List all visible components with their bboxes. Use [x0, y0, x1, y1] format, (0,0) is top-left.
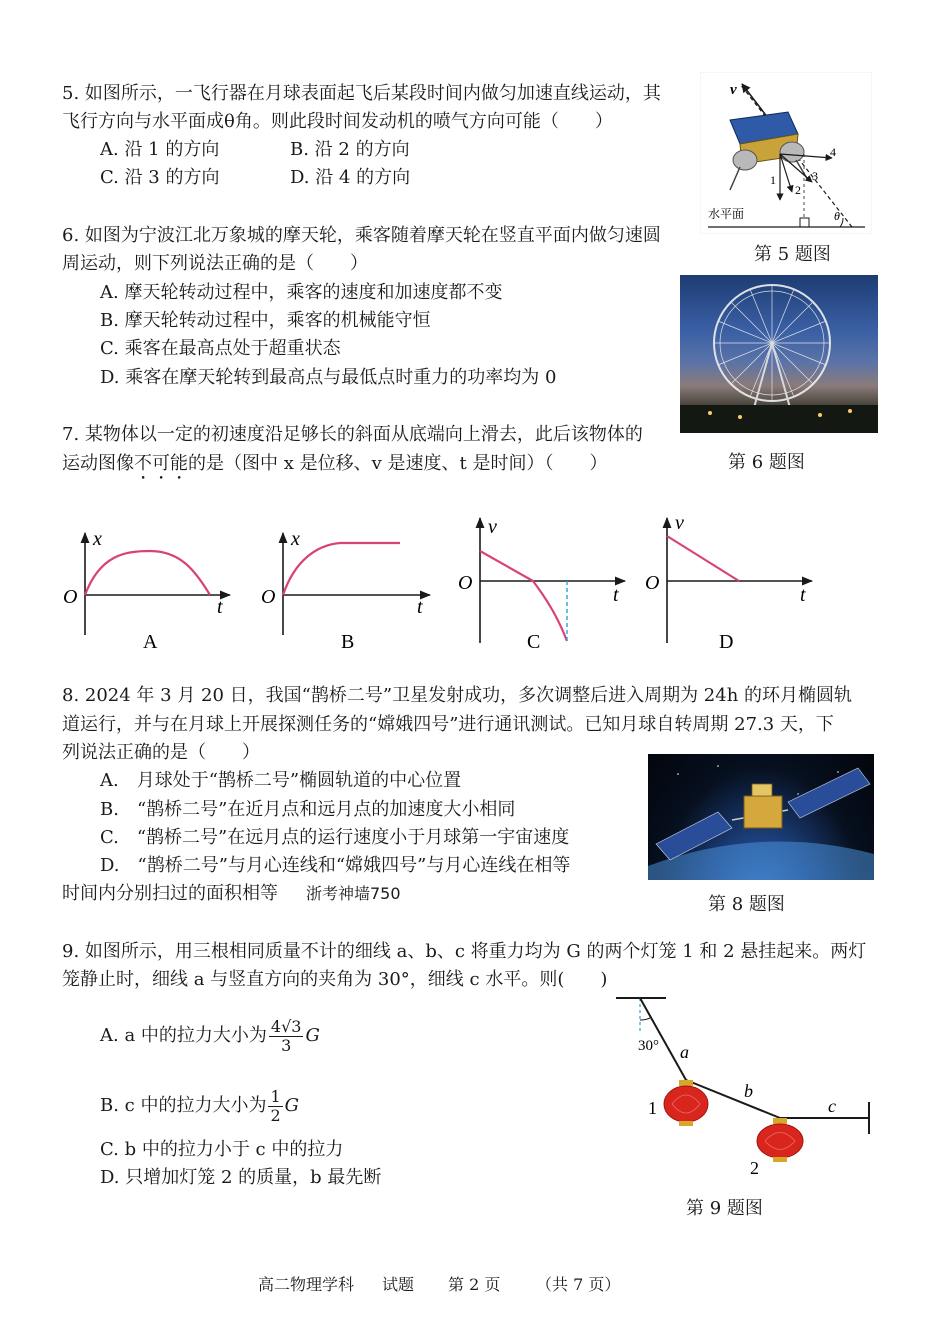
q7-graph-b [261, 528, 430, 653]
q9-label-a: a [680, 1042, 689, 1062]
q6-option-b: B. 摩天轮转动过程中，乘客的机械能守恒 [100, 310, 431, 331]
q6-stem-line1: 6. 如图为宁波江北万象城的摩天轮，乘客随着摩天轮在竖直平面内做匀速圆 [62, 225, 661, 246]
q7-emphasis: 不可能 [134, 453, 188, 474]
q5-option-c: C. 沿 3 的方向 [100, 167, 220, 188]
footer-total: （共 7 页） [536, 1275, 621, 1294]
footer-subject: 高二物理学科 [258, 1275, 355, 1294]
watermark-text: 浙考神墙750 [306, 884, 401, 903]
q7-graph-d [645, 515, 812, 653]
q8-option-d: D. “鹊桥二号”与月心连线和“嫦娥四号”与月心连线在相等 [100, 855, 571, 876]
q5-label-theta: θ [834, 209, 840, 223]
ferris-wheel-icon [680, 275, 878, 433]
q8-stem-line1: 8. 2024 年 3 月 20 日，我国“鹊桥二号”卫星发射成功，多次调整后进入周期为 24h 的环月椭圆轨 [62, 685, 853, 706]
q7-graph-a [63, 528, 230, 653]
footer-kind: 试题 [382, 1275, 415, 1294]
q6-stem-line2: 周运动，则下列说法正确的是（ ） [62, 253, 368, 274]
q9-option-a: A. a 中的拉力大小为 $\frac{4√3}{3}$ G [100, 1016, 320, 1055]
q8-caption: 第 8 题图 [708, 894, 785, 915]
q6-caption: 第 6 题图 [728, 452, 805, 473]
q7-c-x-label: t [613, 584, 619, 606]
q9-b-fraction: $\frac{1}{2}$ [270, 1086, 281, 1125]
q5-stem-line2: 飞行方向与水平面成θ角。则此段时间发动机的喷气方向可能（ ） [62, 111, 613, 132]
q9-label-2: 2 [750, 1158, 759, 1178]
q7-stem-line2: 运动图像不可能的是（图中 x 是位移、v 是速度、t 是时间）（ ） [62, 453, 608, 474]
q9-stem-line1: 9. 如图所示，用三根相同质量不计的细线 a、b、c 将重力均为 G 的两个灯笼 1 和 2 悬挂起来。两灯 [62, 941, 867, 962]
q7-curve-b [283, 543, 400, 595]
q5-label-1: 1 [770, 173, 776, 187]
q5-label-4: 4 [830, 145, 836, 159]
q8-option-d-cont: 时间内分别扫过的面积相等 浙考神墙750 [62, 883, 401, 904]
q8-stem-line2: 道运行，并与在月球上开展探测任务的“嫦娥四号”进行通讯测试。已知月球自转周期 27.3 天，下 [62, 714, 834, 735]
q6-option-d: D. 乘客在摩天轮转到最高点与最低点时重力的功率均为 0 [100, 367, 557, 388]
q9-a-fraction: $\frac{4√3}{3}$ [270, 1016, 302, 1055]
q8-option-a: A. 月球处于“鹊桥二号”椭圆轨道的中心位置 [100, 770, 462, 791]
q7-a-y-label: x [93, 528, 102, 550]
q5-stem-line1: 5. 如图所示，一飞行器在月球表面起飞后某段时间内做匀加速直线运动，其 [62, 83, 661, 104]
q5-label-2: 2 [795, 183, 801, 197]
q9-label-b: b [744, 1081, 753, 1101]
q7-b-letter: B [341, 631, 355, 653]
q7-b-y-label: x [291, 528, 300, 550]
q7-a-x-label: t [217, 596, 223, 618]
q9-option-b: B. c 中的拉力大小为 $\frac{1}{2}$ G [100, 1086, 300, 1125]
q5-option-b: B. 沿 2 的方向 [290, 139, 410, 160]
q5-caption: 第 5 题图 [754, 244, 831, 265]
ferris-wheel-photo [680, 275, 878, 433]
q9-option-d: D. 只增加灯笼 2 的质量，b 最先断 [100, 1167, 382, 1188]
footer-page: 第 2 页 [448, 1275, 501, 1294]
q5-label-horizontal: 水平面 [708, 207, 745, 221]
q7-b-origin: O [261, 586, 276, 608]
q9-option-c: C. b 中的拉力小于 c 中的拉力 [100, 1139, 344, 1160]
q7-a-origin: O [63, 586, 78, 608]
q8-stem-line3: 列说法正确的是（ ） [62, 742, 260, 763]
satellite-photo [648, 754, 874, 880]
q9-caption: 第 9 题图 [686, 1198, 763, 1219]
q5-label-v: v [730, 82, 737, 98]
q8-option-c: C. “鹊桥二号”在远月点的运行速度小于月球第一宇宙速度 [100, 827, 570, 848]
q9-label-1: 1 [648, 1098, 657, 1118]
q7-d-origin: O [645, 572, 660, 594]
q7-curve-d [667, 536, 739, 581]
q7-d-y-label: v [675, 515, 684, 534]
q9-angle-label: 30° [638, 1038, 659, 1054]
q7-graph-c [458, 516, 625, 653]
q7-graphs [55, 515, 895, 660]
q7-curve-c [480, 551, 567, 641]
q7-d-x-label: t [800, 584, 806, 606]
q7-b-x-label: t [417, 596, 423, 618]
q9-label-c: c [828, 1096, 836, 1116]
q7-a-letter: A [143, 631, 158, 653]
q6-option-c: C. 乘客在最高点处于超重状态 [100, 338, 341, 359]
q7-c-letter: C [527, 631, 541, 653]
q7-c-origin: O [458, 572, 473, 594]
q7-c-y-label: v [488, 516, 497, 538]
satellite-icon [648, 754, 874, 880]
q9-stem-line2: 笼静止时，细线 a 与竖直方向的夹角为 30°，细线 c 水平。则( ) [62, 969, 608, 990]
q8-option-b: B. “鹊桥二号”在近月点和远月点的加速度大小相同 [100, 799, 516, 820]
q5-figure [700, 72, 872, 234]
q5-option-a: A. 沿 1 的方向 [100, 139, 220, 160]
lantern-2-icon [757, 1118, 803, 1162]
q5-label-3: 3 [812, 169, 818, 183]
q7-curve-a [85, 551, 210, 595]
q6-option-a: A. 摩天轮转动过程中，乘客的速度和加速度都不变 [100, 282, 503, 303]
q5-option-d: D. 沿 4 的方向 [290, 167, 411, 188]
q9-figure [610, 990, 880, 1180]
q7-stem-line1: 7. 某物体以一定的初速度沿足够长的斜面从底端向上滑去，此后该物体的 [62, 424, 643, 445]
q7-d-letter: D [719, 631, 734, 653]
